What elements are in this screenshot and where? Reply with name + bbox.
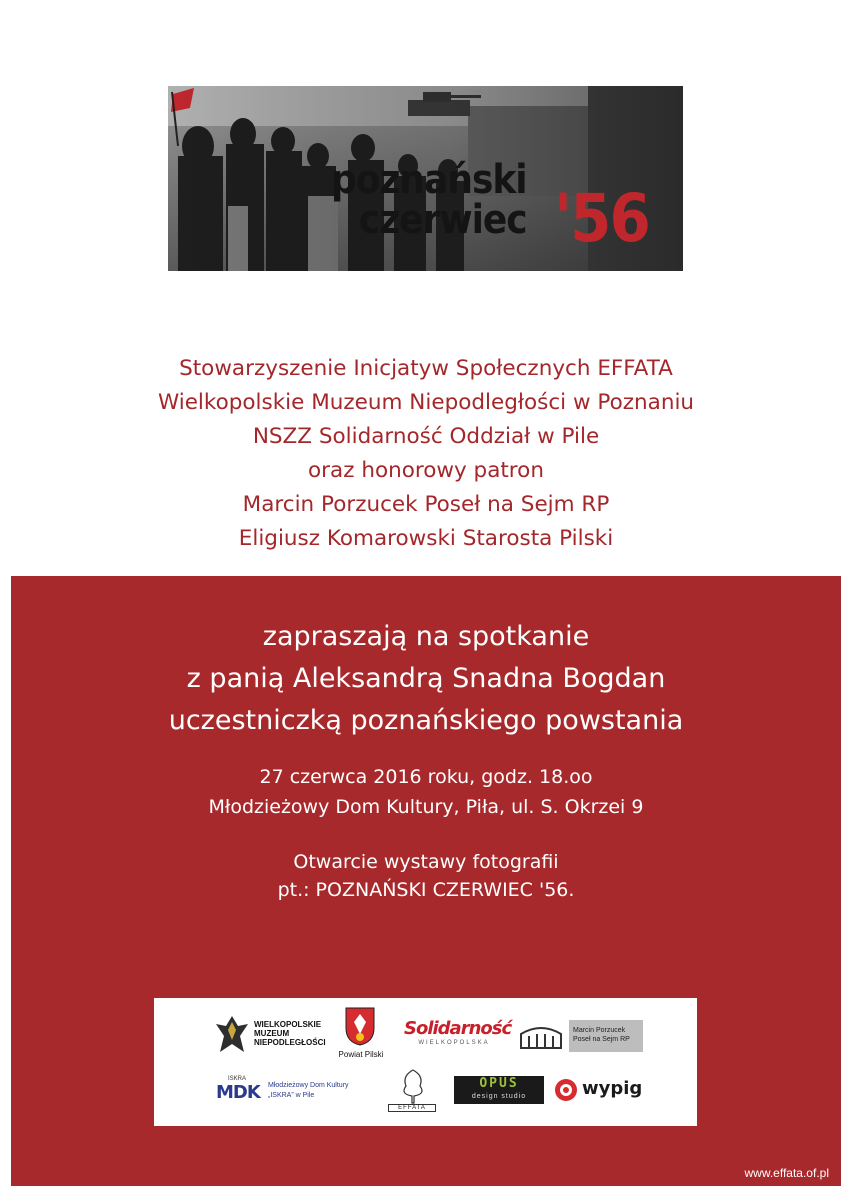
banner-title xyxy=(331,157,527,243)
invitation-text xyxy=(11,616,841,742)
exhibition-line: Otwarcie wystawy fotografii xyxy=(293,851,559,873)
solidarnosc-logo: Solidarność WIELKOPOLSKA xyxy=(404,1018,512,1046)
organizers-list xyxy=(0,352,852,556)
banner-title-line2: czerwiec xyxy=(358,197,527,243)
tree-icon xyxy=(398,1068,428,1104)
organizer-line: NSZZ Solidarność Oddział w Pile xyxy=(252,424,600,449)
event-details xyxy=(11,762,841,822)
event-date: 27 czerwca 2016 roku, godz. 18.oo xyxy=(259,766,593,788)
target-icon xyxy=(554,1078,578,1102)
sponsors-panel: WIELKOPOLSKIE MUZEUM NIEPODLEGŁOŚCI Powiat Pilski Solidarność WIELKOPOLSKA Marcin Porzucek Poseł na Sejm RP ISKRA MDK Młodzieżowy Dom Kultury „ISKRA” w Pile EFFATA OPUS design studio wypig xyxy=(154,998,697,1126)
exhibition-info xyxy=(11,848,841,904)
coat-of-arms-icon xyxy=(344,1006,376,1046)
banner-title-line1: poznański xyxy=(331,157,527,203)
website-link[interactable]: www.effata.of.pl xyxy=(744,1166,829,1180)
invitation-line: zapraszają na spotkanie xyxy=(262,621,590,652)
effata-logo: EFFATA xyxy=(386,1068,436,1118)
header-banner xyxy=(168,86,683,271)
eagle-icon xyxy=(214,1012,250,1058)
organizer-line: Eligiusz Komarowski Starosta Pilski xyxy=(238,526,614,551)
exhibition-line: pt.: POZNAŃSKI CZERWIEC '56. xyxy=(277,879,575,901)
organizer-line: oraz honorowy patron xyxy=(308,458,544,483)
opus-logo: OPUS design studio xyxy=(454,1076,544,1104)
organizer-line: Marcin Porzucek Poseł na Sejm RP xyxy=(242,492,610,517)
invitation-line: uczestniczką poznańskiego powstania xyxy=(168,705,684,736)
event-venue: Młodzieżowy Dom Kultury, Piła, ul. S. Okrzei 9 xyxy=(208,796,644,818)
parliament-icon xyxy=(519,1022,563,1050)
powiat-logo: Powiat Pilski xyxy=(336,1006,386,1066)
organizer-line: Stowarzyszenie Inicjatyw Społecznych EFFATA xyxy=(179,356,673,381)
invitation-line: z panią Aleksandrą Snadna Bogdan xyxy=(186,663,666,694)
invitation-panel xyxy=(11,576,841,1186)
banner-year: '56 xyxy=(554,180,649,257)
organizer-line: Wielkopolskie Muzeum Niepodległości w Poznaniu xyxy=(157,390,695,415)
